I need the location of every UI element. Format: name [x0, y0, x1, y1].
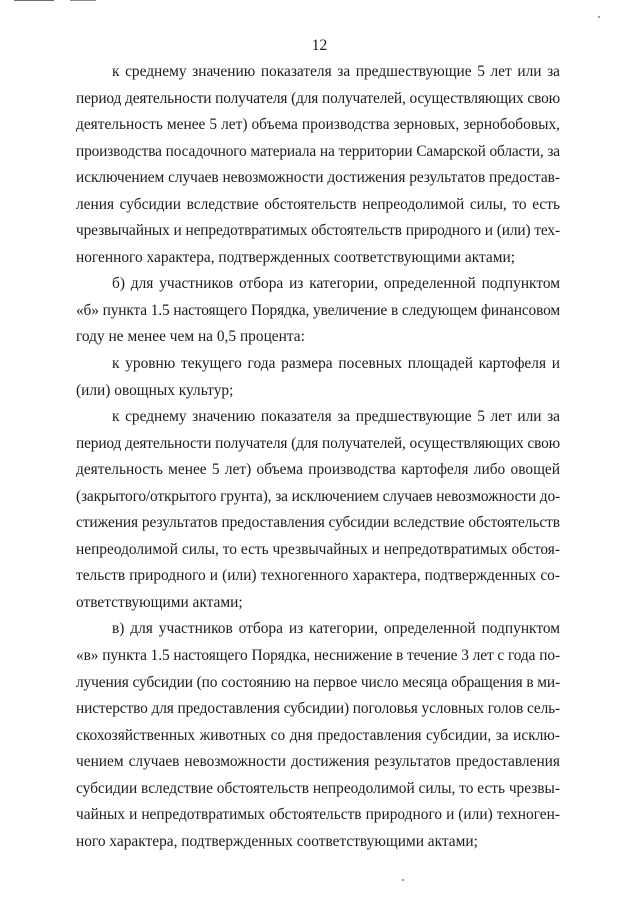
- text-line: к среднему значению показателя за предшествующие 5 лет или за: [112, 408, 560, 426]
- scan-speck: [598, 16, 600, 18]
- text-line: производства посадочного материала на территории Самарской области, за: [76, 142, 560, 160]
- text-line: в) для участников отбора из категории, определенной подпунктом: [112, 620, 560, 638]
- text-line: ления субсидии вследствие обстоятельств непреодолимой силы, то есть: [76, 195, 560, 213]
- paragraph: [76, 59, 560, 271]
- text-line: субсидии вследствие обстоятельств непреодолимой силы, то есть чрезвы-: [76, 779, 560, 797]
- text-line: период деятельности получателя (для получателей, осуществляющих свою: [76, 434, 560, 452]
- text-line: лучения субсидии (по состоянию на первое число месяца обращения в ми-: [76, 673, 560, 691]
- text-line: непреодолимой силы, то есть чрезвычайных и непредотвратимых обстоя-: [76, 540, 560, 558]
- text-line: стижения результатов предоставления субсидии вследствие обстоятельств: [76, 514, 560, 532]
- paragraph: [76, 404, 560, 616]
- text-line: деятельность менее 5 лет) объема производства картофеля либо овощей: [76, 461, 560, 479]
- paragraph: [76, 351, 560, 404]
- text-line: чением случаев невозможности достижения результатов предоставления: [76, 753, 560, 771]
- text-line: «в» пункта 1.5 настоящего Порядка, неснижение в течение 3 лет с года по-: [76, 647, 560, 665]
- text-line: скохозяйственных животных со дня предоставления субсидии, за исклю-: [76, 726, 560, 744]
- text-line: период деятельности получателя (для получателей, осуществляющих свою: [76, 89, 560, 107]
- text-line: ного характера, подтвержденных соответствующими актами;: [76, 832, 478, 850]
- text-line: к уровню текущего года размера посевных площадей картофеля и: [112, 355, 560, 373]
- document-body: [76, 59, 560, 855]
- text-line: тельств природного и (или) техногенного характера, подтвержденных со-: [76, 567, 560, 585]
- text-line: б) для участников отбора из категории, определенной подпунктом: [112, 275, 560, 293]
- text-line: исключением случаев невозможности достижения результатов предостав-: [76, 169, 560, 187]
- text-line: (закрытого/открытого грунта), за исключением случаев невозможности до-: [76, 487, 560, 505]
- text-line: деятельность менее 5 лет) объема производства зерновых, зернобобовых,: [76, 116, 560, 134]
- paragraph: [76, 616, 560, 855]
- scan-edge-mark: [70, 0, 96, 1]
- text-line: году не менее чем на 0,5 процента:: [76, 328, 305, 346]
- paragraph: [76, 271, 560, 351]
- text-line: чайных и непредотвратимых обстоятельств природного и (или) техноген-: [76, 806, 560, 824]
- page-number: 12: [311, 37, 328, 54]
- text-line: к среднему значению показателя за предшествующие 5 лет или за: [112, 63, 560, 80]
- text-line: чрезвычайных и непредотвратимых обстоятельств природного и (или) тех-: [76, 222, 560, 240]
- scan-speck: [402, 879, 404, 881]
- text-line: «б» пункта 1.5 настоящего Порядка, увеличение в следующем финансовом: [76, 301, 560, 319]
- text-line: (или) овощных культур;: [76, 381, 234, 399]
- text-line: ногенного характера, подтвержденных соответствующими актами;: [76, 248, 515, 266]
- text-line: ответствующими актами;: [76, 593, 243, 611]
- text-line: нистерство для предоставления субсидии) поголовья условных голов сель-: [76, 700, 560, 718]
- scan-edge-mark: [14, 0, 54, 1]
